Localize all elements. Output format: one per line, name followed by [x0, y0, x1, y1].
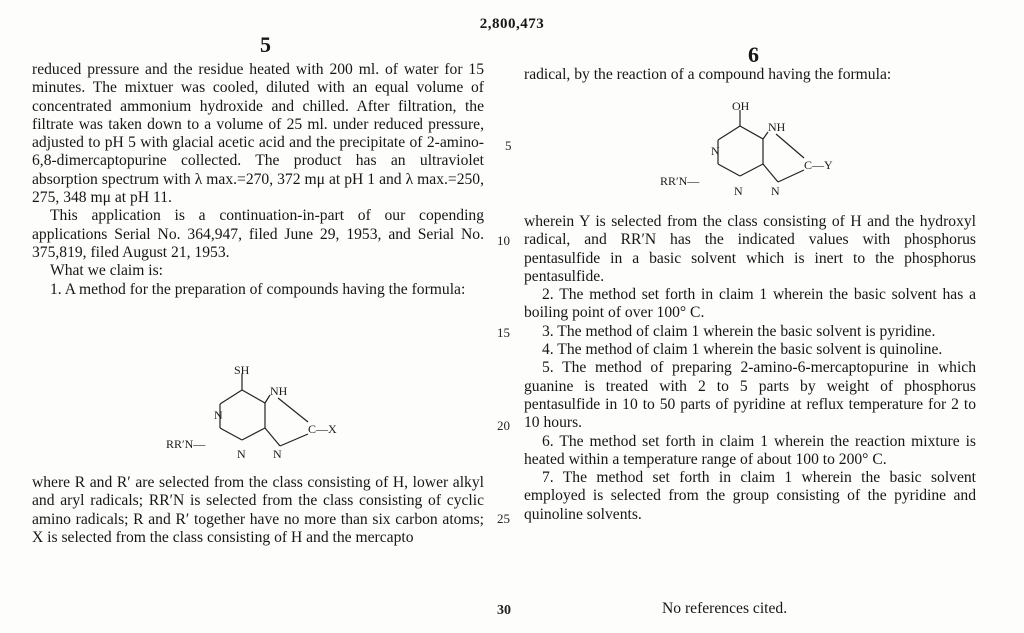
paragraph-claim-1-conclusion: wherein Y is selected from the class consisting of H and the hydroxyl radical, and RR′N has the indicated values with phosphorus pentasulfide in a basic solvent which is inert to the phosphorus pentasulfide.	[524, 213, 976, 285]
n-bottom-right-label-right: N	[771, 184, 780, 198]
line-number-30: 30	[497, 603, 511, 618]
line-number-5: 5	[505, 138, 512, 153]
n-left-label-right: N	[711, 144, 720, 158]
n-bottom-right-label: N	[273, 447, 282, 461]
line-number-15: 15	[497, 325, 510, 340]
nh-label-right: NH	[768, 120, 786, 134]
paragraph-claim-1-definitions: where R and R′ are selected from the class consisting of H, lower alkyl and aryl radicals; RR′N is selected from the class consisting of cyclic amino radicals; R and R′ together have no more than six carbon atoms; X is selected from the class consisting of H and the mercapto	[32, 474, 484, 546]
c-x-label: C—X	[308, 422, 337, 436]
paragraph-claim-7: 7. The method set forth in claim 1 wherein the basic solvent employed is selected from the group consisting of the pyridine and quinoline solvents.	[524, 469, 976, 523]
n-bottom-left-label: N	[237, 447, 246, 461]
left-column-upper	[32, 61, 484, 299]
amine-label-right: RR′N—	[660, 174, 700, 188]
paragraph-continuation: This application is a continuation-in-part of our copending applications Serial No. 364,947, filed June 29, 1953, and Serial No. 375,819, filed August 21, 1953.	[32, 207, 484, 261]
line-number-10: 10	[497, 233, 510, 248]
paragraph-claim-4: 4. The method of claim 1 wherein the basic solvent is quinoline.	[542, 341, 943, 359]
structure-bonds-right	[718, 110, 804, 182]
structure-bonds	[220, 374, 308, 446]
c-y-label: C—Y	[804, 158, 833, 172]
paragraph-claim-intro: What we claim is:	[50, 262, 164, 280]
n-left-label: N	[214, 408, 223, 422]
right-column-lower	[524, 213, 976, 524]
paragraph-claim-1: 1. A method for the preparation of compounds having the formula:	[50, 280, 466, 298]
chemical-structure-left	[160, 362, 360, 462]
n-bottom-left-label-right: N	[734, 184, 743, 198]
right-column-upper	[524, 66, 976, 84]
chemical-structure-right	[654, 96, 854, 202]
references-note: No references cited.	[662, 600, 788, 617]
nh-label: NH	[270, 384, 288, 398]
line-number-20: 20	[497, 418, 510, 433]
thiol-group-label: SH	[234, 363, 250, 377]
line-number-25: 25	[497, 511, 510, 526]
patent-number: 2,800,473	[479, 16, 545, 32]
hydroxyl-group-label: OH	[732, 99, 750, 113]
left-column-number: 5	[260, 32, 271, 57]
paragraph-claim-2: 2. The method set forth in claim 1 wherein the basic solvent has a boiling point of over 100° C.	[524, 286, 976, 322]
paragraph-claim-6: 6. The method set forth in claim 1 wherein the reaction mixture is heated within a temperature range of about 100 to 200° C.	[524, 432, 976, 468]
paragraph-experimental: reduced pressure and the residue heated with 200 ml. of water for 15 minutes. The mixtuer was cooled, diluted with an equal volume of concentrated ammonium hydroxide and chilled. After filtration, the filtrate was taken down to a volume of 25 ml. under reduced pressure, adjusted to pH 5 with glacial acetic acid and the precipitate of 2-amino-6,8-dimercaptopurine collected. The product has an ultraviolet absorption spectrum with λ max.=270, 372 mμ at pH 1 and λ max.=250, 275, 348 mμ at pH 11.	[32, 61, 484, 207]
left-column-lower	[32, 474, 484, 547]
paragraph-reaction: radical, by the reaction of a compound having the formula:	[524, 66, 892, 83]
amine-label: RR′N—	[166, 437, 206, 451]
paragraph-claim-5: 5. The method of preparing 2-amino-6-mercaptopurine in which guanine is treated with 2 to 5 parts by weight of phosphorus pentasulfide in 10 to 50 parts of pyridine at reflux temperature for 2 to 10 hours.	[524, 359, 976, 432]
right-column-number: 6	[748, 42, 759, 67]
paragraph-claim-3: 3. The method of claim 1 wherein the basic solvent is pyridine.	[542, 322, 936, 340]
